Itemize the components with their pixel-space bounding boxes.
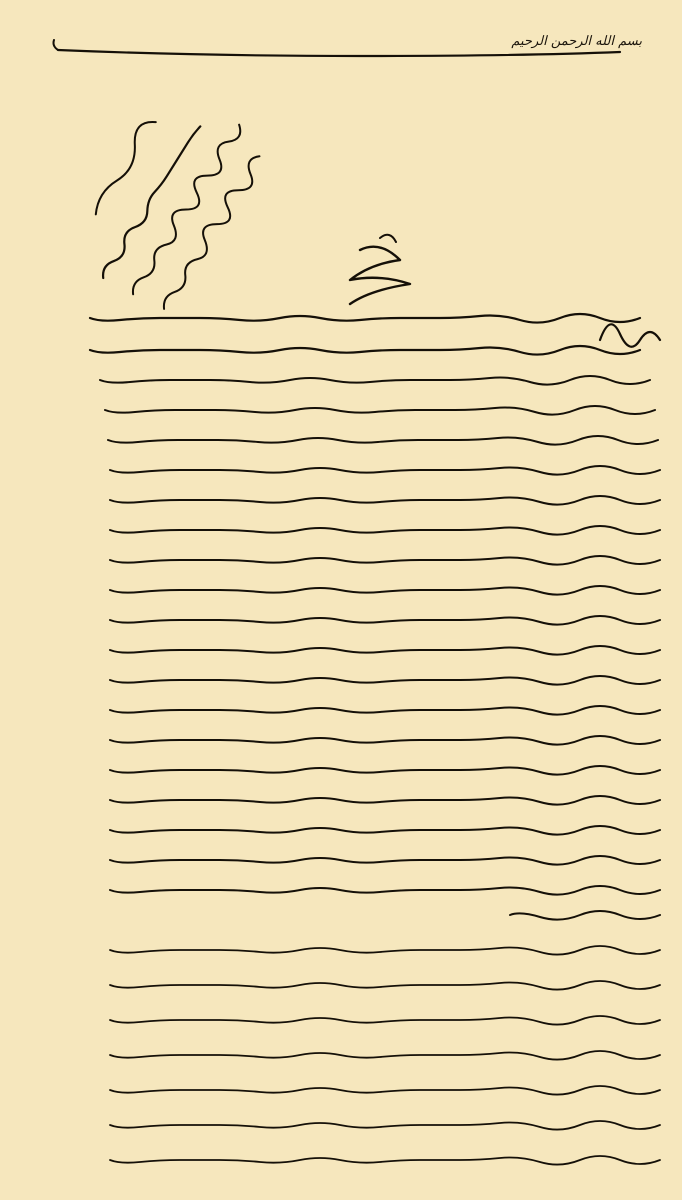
- header-line: بسم الله الرحمن الرحيم: [511, 34, 642, 49]
- diagonal-note: [61, 80, 275, 318]
- body-text-lines: [90, 314, 660, 1165]
- header-rule-hook: [54, 40, 59, 50]
- header-rule: [58, 50, 620, 56]
- signature-flourish: [350, 235, 410, 304]
